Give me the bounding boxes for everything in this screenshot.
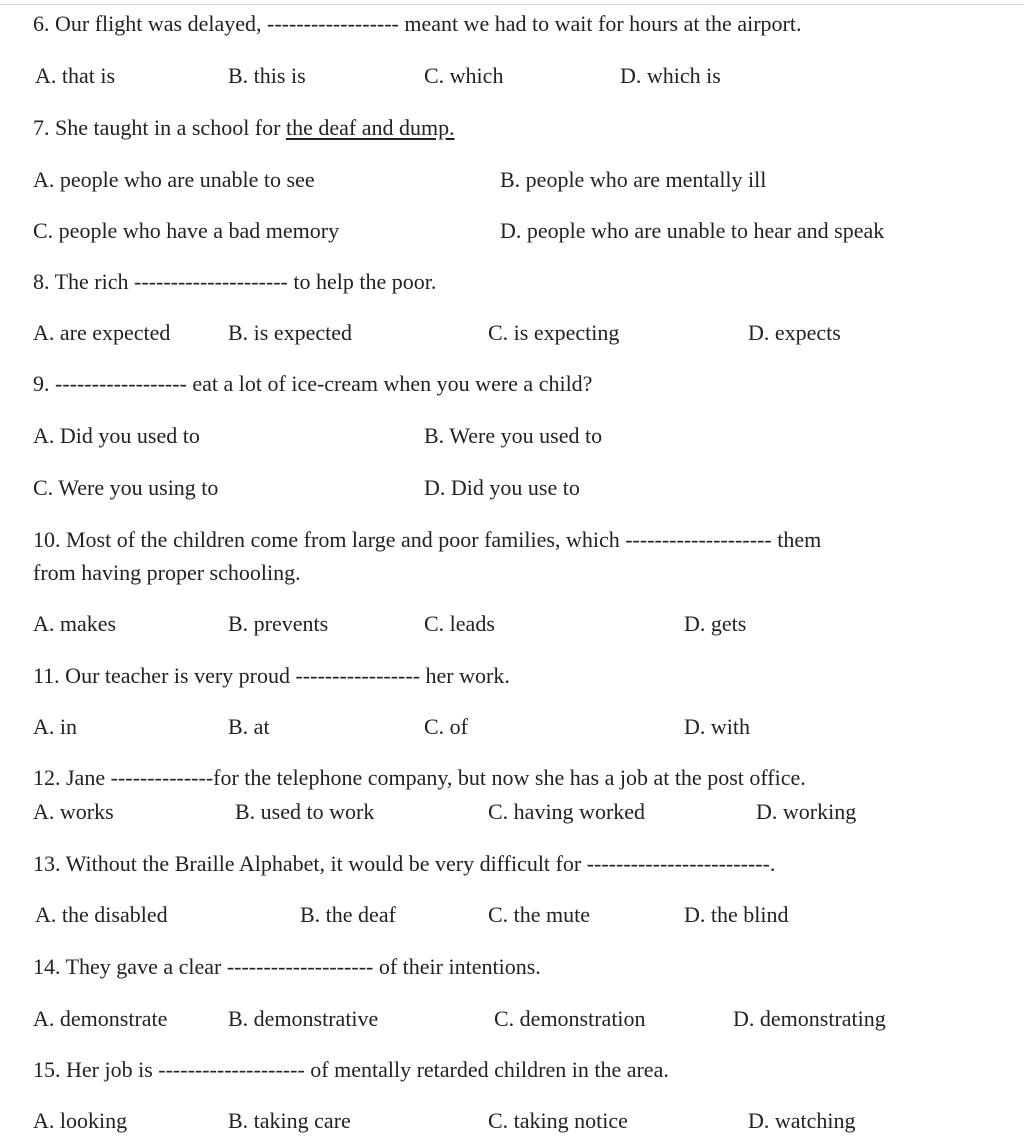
question-15-stem: 15. Her job is -------------------- of mentally retarded children in the area. <box>33 1057 669 1082</box>
question-14-option-a: A. demonstrate <box>33 1006 168 1031</box>
question-13-option-b: B. the deaf <box>300 902 396 927</box>
question-11-option-a: A. in <box>33 714 77 739</box>
question-10-option-d: D. gets <box>684 611 747 636</box>
question-13-option-a: A. the disabled <box>35 902 168 927</box>
question-11-stem: 11. Our teacher is very proud ----------------- her work. <box>33 663 510 688</box>
question-8-option-a: A. are expected <box>33 320 171 345</box>
question-6-option-d: D. which is <box>620 63 721 88</box>
question-14-stem: 14. They gave a clear -------------------- of their intentions. <box>33 954 541 979</box>
question-12-option-b: B. used to work <box>235 799 375 824</box>
question-12-option-d: D. working <box>756 799 857 824</box>
question-7-underlined-phrase: the deaf and dump. <box>285 115 455 140</box>
question-7-option-b: B. people who are mentally ill <box>500 167 767 192</box>
question-7-option-d: D. people who are unable to hear and speak <box>500 218 885 243</box>
question-6-stem: 6. Our flight was delayed, ------------------ meant we had to wait for hours at the airport. <box>33 11 802 36</box>
question-6-option-c: C. which <box>424 63 504 88</box>
question-15-option-c: C. taking notice <box>488 1108 628 1133</box>
question-8-option-b: B. is expected <box>228 320 353 345</box>
question-10-stem-line-1: 10. Most of the children come from large and poor families, which -------------------- them <box>33 527 822 552</box>
question-8-option-d: D. expects <box>748 320 841 345</box>
question-8-option-c: C. is expecting <box>488 320 620 345</box>
question-8-stem: 8. The rich --------------------- to help the poor. <box>33 269 437 294</box>
question-15-option-b: B. taking care <box>228 1108 351 1133</box>
question-13-stem: 13. Without the Braille Alphabet, it would be very difficult for -------------------------. <box>33 851 776 876</box>
question-7-stem <box>33 115 455 141</box>
question-11-option-c: C. of <box>424 714 468 739</box>
question-7-option-c: C. people who have a bad memory <box>33 218 340 243</box>
question-14-option-d: D. demonstrating <box>733 1006 886 1031</box>
question-6-option-b: B. this is <box>228 63 306 88</box>
question-13-option-d: D. the blind <box>684 902 789 927</box>
question-9-option-d: D. Did you use to <box>424 475 580 500</box>
question-9-option-c: C. Were you using to <box>33 475 219 500</box>
question-12-stem: 12. Jane --------------for the telephone company, but now she has a job at the post office. <box>33 765 806 790</box>
question-10-option-b: B. prevents <box>228 611 329 636</box>
question-14-option-c: C. demonstration <box>494 1006 646 1031</box>
question-10-stem-line-2: from having proper schooling. <box>33 560 301 585</box>
question-7-option-a: A. people who are unable to see <box>33 167 315 192</box>
question-12-option-a: A. works <box>33 799 114 824</box>
question-10-option-c: C. leads <box>424 611 495 636</box>
question-10-option-a: A. makes <box>33 611 117 636</box>
question-6-option-a: A. that is <box>35 63 116 88</box>
question-9-option-a: A. Did you used to <box>33 423 200 448</box>
question-9-option-b: B. Were you used to <box>424 423 603 448</box>
question-9-stem: 9. ------------------ eat a lot of ice-cream when you were a child? <box>33 371 593 396</box>
question-12-option-c: C. having worked <box>488 799 646 824</box>
question-11-option-b: B. at <box>228 714 270 739</box>
top-divider <box>0 4 1024 5</box>
question-15-option-a: A. looking <box>33 1108 128 1133</box>
question-15-option-d: D. watching <box>748 1108 856 1133</box>
question-14-option-b: B. demonstrative <box>228 1006 379 1031</box>
question-7-stem-text: 7. She taught in a school for <box>33 115 286 140</box>
question-13-option-c: C. the mute <box>488 902 591 927</box>
question-11-option-d: D. with <box>684 714 750 739</box>
